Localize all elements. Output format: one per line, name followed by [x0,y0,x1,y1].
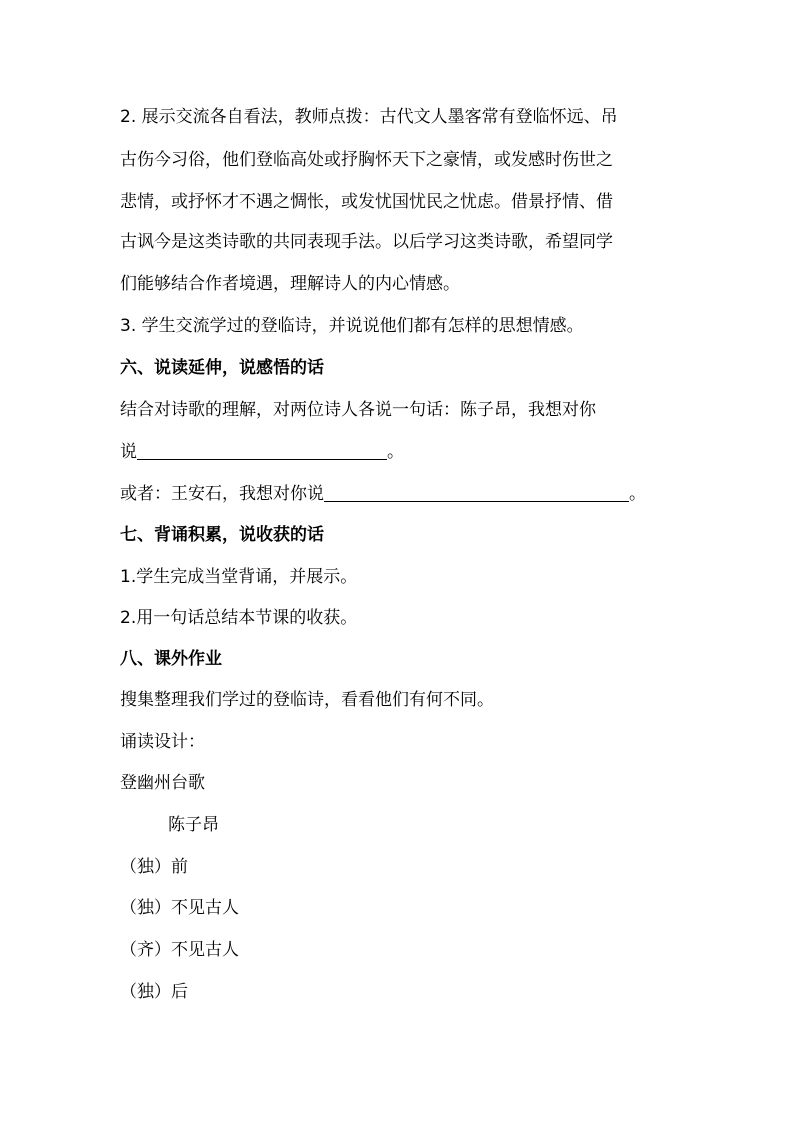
fill-in-prefix: 说 [120,442,137,462]
poem-line: （独）后 [120,982,188,1002]
section-heading-7: 七、背诵积累，说收获的话 [120,525,324,545]
section-heading-6: 六、说读延伸，说感悟的话 [120,358,324,378]
fill-in-line-2 [120,482,646,506]
poem-line: （独）前 [120,857,188,877]
fill-in-suffix: 。 [387,442,404,462]
poem-line: （独）不见古人 [120,898,239,918]
section-heading-8: 八、课外作业 [120,649,222,669]
paragraph-line: 3. 学生交流学过的登临诗，并说说他们都有怎样的思想情感。 [120,316,584,336]
fill-in-blank[interactable] [137,441,387,460]
paragraph-line: 1.学生完成当堂背诵，并展示。 [120,567,358,587]
paragraph-line: 2.用一句话总结本节课的收获。 [120,608,358,628]
paragraph-line: 搜集整理我们学过的登临诗，看看他们有何不同。 [120,690,494,710]
paragraph-line: 悲情，或抒怀才不遇之惆怅，或发忧国忧民之忧虑。借景抒情、借 [120,192,613,212]
fill-in-blank[interactable] [324,483,629,502]
paragraph-line: 诵读设计： [120,732,205,752]
paragraph-line: 2. 展示交流各自看法，教师点拨：古代文人墨客常有登临怀远、吊 [120,107,618,127]
paragraph-line: 古讽今是这类诗歌的共同表现手法。以后学习这类诗歌，希望同学 [120,232,613,252]
paragraph-line: 们能够结合作者境遇，理解诗人的内心情感。 [120,274,460,294]
poem-line: （齐）不见古人 [120,940,239,960]
fill-in-line-1 [120,440,404,464]
fill-in-prefix: 或者：王安石，我想对你说 [120,484,324,504]
fill-in-suffix: 。 [629,484,646,504]
poem-author: 陈子昂 [168,815,219,835]
paragraph-line: 结合对诗歌的理解，对两位诗人各说一句话：陈子昂，我想对你 [120,400,596,420]
paragraph-line: 古伤今习俗，他们登临高处或抒胸怀天下之豪情，或发感时伤世之 [120,150,613,170]
poem-title: 登幽州台歌 [120,773,205,793]
